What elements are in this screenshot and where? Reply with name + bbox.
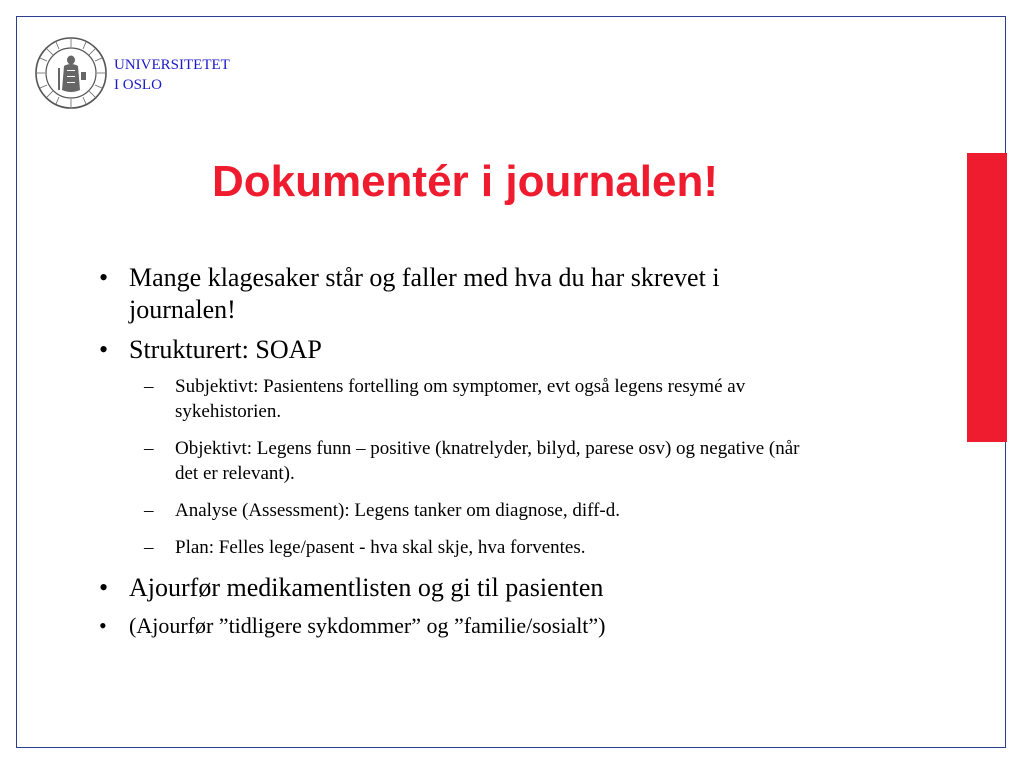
sub-bullet-item: – Subjektivt: Pasientens fortelling om symptomer, evt også legens resymé av sykehistorien. bbox=[141, 374, 816, 424]
university-name bbox=[114, 55, 230, 95]
bullet-item bbox=[96, 262, 816, 326]
sub-bullet-item: – Objektivt: Legens funn – positive (knatrelyder, bilyd, parese osv) og negative (når det er relevant). bbox=[141, 436, 816, 486]
bullet-item bbox=[96, 334, 816, 560]
sub-bullet-list bbox=[141, 374, 816, 560]
sub-bullet-item: – Analyse (Assessment): Legens tanker om diagnose, diff-d. bbox=[141, 498, 816, 523]
bullet-list bbox=[96, 262, 816, 648]
slide-title-text: Dokumentér i journalen! bbox=[211, 157, 719, 206]
bullet-text: Mange klagesaker står og faller med hva du har skrevet i journalen! bbox=[129, 263, 720, 324]
bullet-text: (Ajourfør ”tidligere sykdommer” og ”familie/sosialt”) bbox=[129, 613, 606, 638]
red-accent-bar bbox=[967, 153, 1007, 442]
bullet-item bbox=[96, 572, 816, 604]
bullet-text: Ajourfør medikamentlisten og gi til pasienten bbox=[129, 573, 604, 602]
sub-bullet-item: – Plan: Felles lege/pasent - hva skal skje, hva forventes. bbox=[141, 535, 816, 560]
bullet-text: Strukturert: SOAP bbox=[129, 335, 322, 364]
bullet-item bbox=[96, 612, 816, 640]
university-name-line-2: I OSLO bbox=[114, 77, 162, 93]
university-name-line-1: UNIVERSITETET bbox=[114, 57, 230, 73]
slide-title bbox=[0, 154, 930, 210]
university-seal-icon bbox=[34, 36, 108, 110]
